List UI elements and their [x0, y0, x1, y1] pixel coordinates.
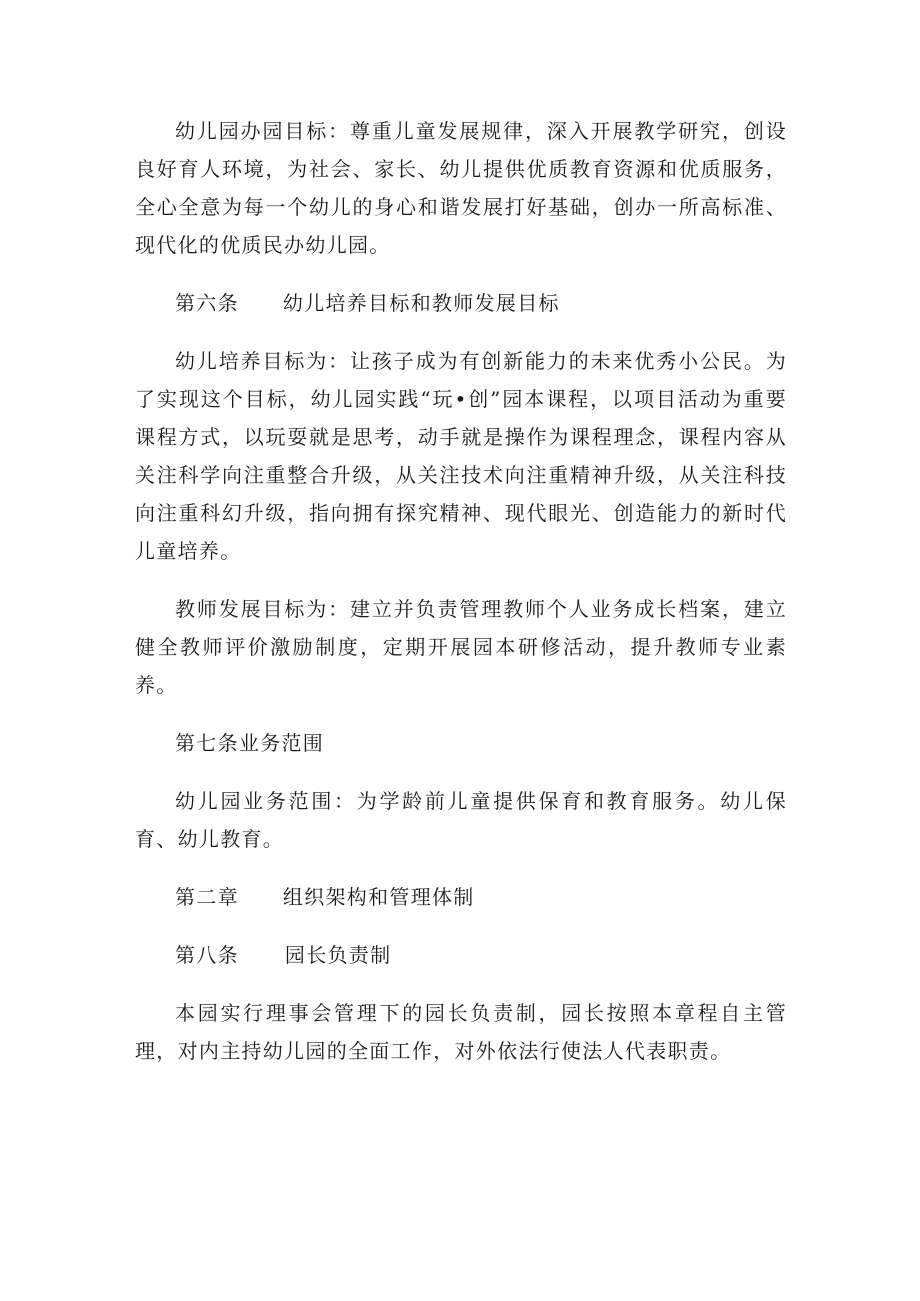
article-6-number: 第六条 — [175, 291, 239, 315]
paragraph-teacher-development-goal: 教师发展目标为：建立并负责管理教师个人业务成长档案，建立健全教师评价激励制度，定期开展园本研修活动，提升教师专业素养。 — [135, 597, 787, 697]
paragraph-school-goal: 幼儿园办园目标：尊重儿童发展规律，深入开展教学研究，创设良好育人环境，为社会、家长、幼儿提供优质教育资源和优质服务，全心全意为每一个幼儿的身心和谐发展打好基础，创办一所高标准、现代化的优质民办幼儿园。 — [135, 119, 787, 257]
paragraph-principal-responsibility: 本园实行理事会管理下的园长负责制，园长按照本章程自主管理，对内主持幼儿园的全面工作，对外依法行使法人代表职责。 — [135, 1001, 787, 1063]
article-8-title: 园长负责制 — [284, 943, 392, 967]
article-8-heading — [135, 936, 787, 974]
paragraph-business-scope: 幼儿园业务范围：为学龄前儿童提供保育和教育服务。幼儿保育、幼儿教育。 — [135, 789, 787, 851]
article-6-title: 幼儿培养目标和教师发展目标 — [282, 291, 560, 315]
article-8-number: 第八条 — [175, 943, 239, 967]
paragraph-child-training-goal: 幼儿培养目标为：让孩子成为有创新能力的未来优秀小公民。为了实现这个目标，幼儿园实践“玩•创”园本课程，以项目活动为重要课程方式，以玩耍就是思考，动手就是操作为课程理念，课程内容从关注科学向注重整合升级，从关注技术向注重精神升级，从关注科技向注重科幻升级，指向拥有探究精神、现代眼光、创造能力的新时代儿童培养。 — [135, 349, 787, 563]
article-6-heading — [135, 284, 787, 322]
chapter-2-heading — [135, 878, 787, 916]
document-body — [135, 112, 787, 1090]
chapter-2-title: 组织架构和管理体制 — [282, 885, 475, 909]
article-7-heading: 第七条业务范围 — [175, 731, 325, 755]
chapter-2-number: 第二章 — [175, 885, 239, 909]
